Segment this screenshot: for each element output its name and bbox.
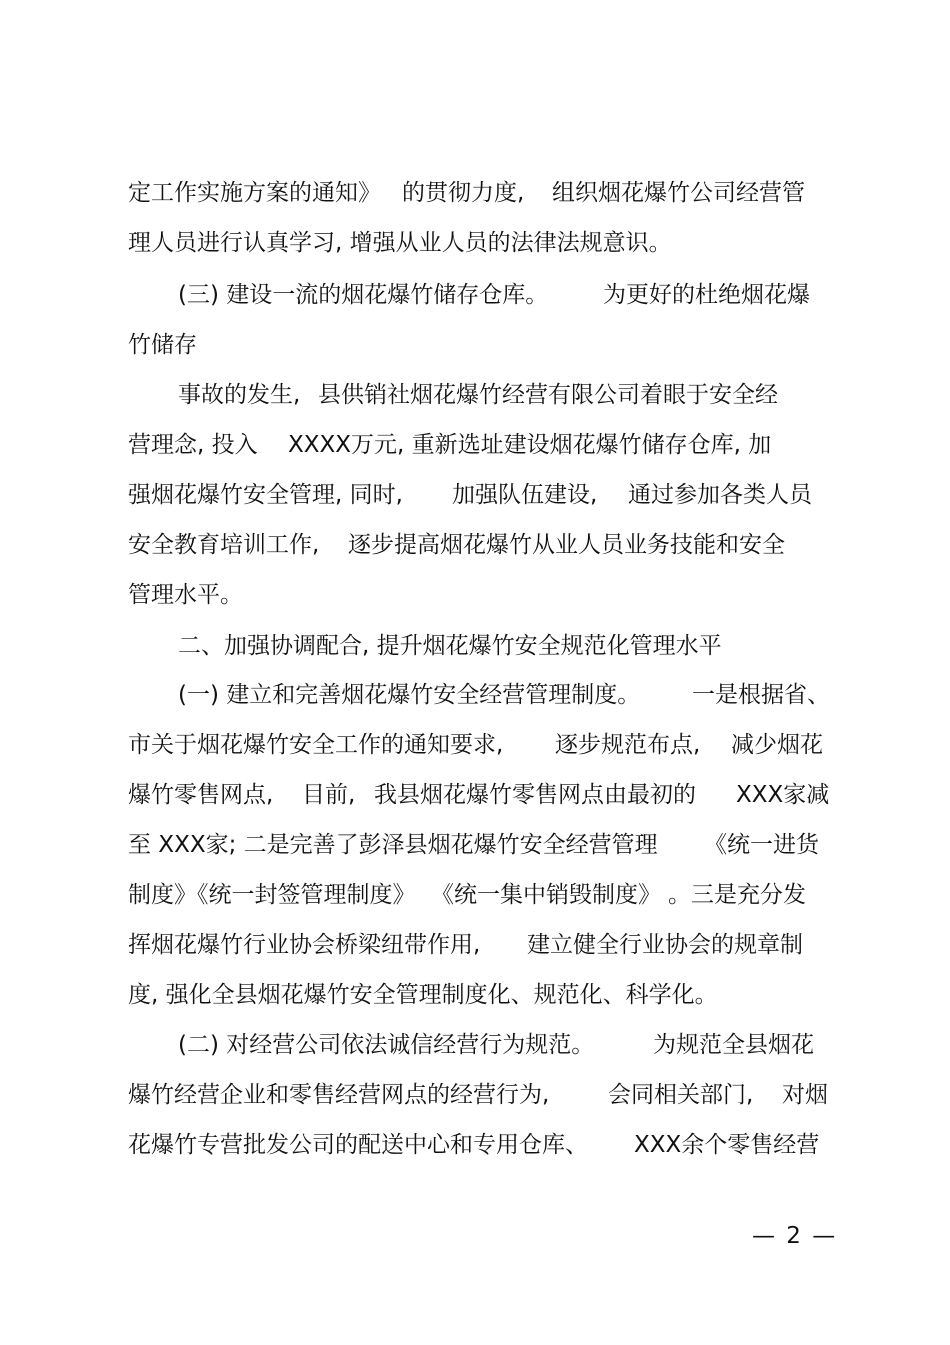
text-segment: 加强队伍建设, (452, 482, 598, 508)
text-segment: 《统一集中销毁制度》 (431, 882, 661, 908)
text-segment: 市关于烟花爆竹安全工作的通知要求, (128, 732, 504, 758)
text-segment: 为规范全县烟花 (653, 1032, 814, 1058)
text-segment: 目前, (302, 782, 356, 808)
text-line (0, 1125, 950, 1165)
text-segment: 县供销社烟花爆竹经营有限公司着眼于安全经 (318, 382, 778, 408)
text-line (0, 1075, 950, 1115)
text-line (0, 325, 950, 365)
text-line (0, 1025, 950, 1065)
text-segment: 通过参加各类人员 (628, 482, 812, 508)
text-segment: (二) 对经营公司依法诚信经营行为规范。 (178, 1032, 595, 1058)
text-segment: 事故的发生, (178, 382, 301, 408)
text-segment: 安全教育培训工作, (128, 532, 320, 558)
text-segment: 逐步规范布点, (555, 732, 701, 758)
text-segment: 爆竹零售网点, (128, 782, 274, 808)
text-segment: 对烟 (782, 1082, 828, 1108)
text-line (0, 173, 950, 213)
text-segment: (一) 建立和完善烟花爆竹安全经营管理制度。 (178, 682, 641, 708)
text-segment: 管理水平。 (128, 582, 243, 608)
text-segment: XXXX万元, 重新选址建设烟花爆竹储存仓库, 加 (288, 432, 772, 458)
text-segment: 我县烟花爆竹零售网点由最初的 (374, 782, 696, 808)
text-segment: 制度》《统一封签管理制度》 (128, 882, 416, 908)
text-segment: 逐步提高烟花爆竹从业人员业务技能和安全 (348, 532, 785, 558)
text-segment: 定工作实施方案的通知》 (128, 180, 381, 206)
text-segment: 理人员进行认真学习, 增强从业人员的法律法规意识。 (128, 230, 672, 256)
text-segment: 的贯彻力度, (402, 180, 525, 206)
text-segment: 《统一进货 (704, 832, 819, 858)
text-segment: 会同相关部门, (608, 1082, 754, 1108)
text-line (0, 375, 950, 415)
text-line (0, 475, 950, 515)
text-line (0, 825, 950, 865)
text-segment: 组织烟花爆竹公司经营管 (552, 180, 805, 206)
page-number: — 2 — (752, 1223, 838, 1249)
text-line (0, 525, 950, 565)
text-segment: 度, 强化全县烟花爆竹安全管理制度化、规范化、科学化。 (128, 982, 718, 1008)
text-line (0, 223, 950, 263)
text-line (0, 675, 950, 715)
text-segment: 花爆竹专营批发公司的配送中心和专用仓库、 (128, 1132, 588, 1158)
text-line (0, 975, 950, 1015)
text-line (0, 875, 950, 915)
text-segment: 挥烟花爆竹行业协会桥梁纽带作用, (128, 932, 481, 958)
section-heading (0, 626, 950, 666)
text-line (0, 425, 950, 465)
text-segment: 爆竹经营企业和零售经营网点的经营行为, (128, 1082, 550, 1108)
text-segment: XXX余个零售经营 (634, 1132, 820, 1158)
text-line (0, 575, 950, 615)
text-line (0, 275, 950, 315)
text-segment: 强烟花爆竹安全管理, 同时, (128, 482, 403, 508)
text-segment: 。三是充分发 (668, 882, 806, 908)
text-segment: 至 XXX家; 二是完善了彭泽县烟花爆竹安全经营管理 (128, 832, 658, 858)
text-segment: 减少烟花 (731, 732, 823, 758)
text-line (0, 925, 950, 965)
text-line (0, 725, 950, 765)
text-segment: 竹储存 (128, 332, 197, 358)
text-segment: 建立健全行业协会的规章制 (527, 932, 803, 958)
text-line (0, 775, 950, 815)
text-segment: 为更好的杜绝烟花爆 (603, 282, 810, 308)
text-segment: XXX家减 (736, 782, 830, 808)
text-segment: 营理念, 投入 (128, 432, 258, 458)
text-segment: 一是根据省、 (692, 682, 830, 708)
text-segment: 二、加强协调配合, 提升烟花爆竹安全规范化管理水平 (178, 633, 722, 659)
text-segment: (三) 建设一流的烟花爆竹储存仓库。 (178, 282, 549, 308)
